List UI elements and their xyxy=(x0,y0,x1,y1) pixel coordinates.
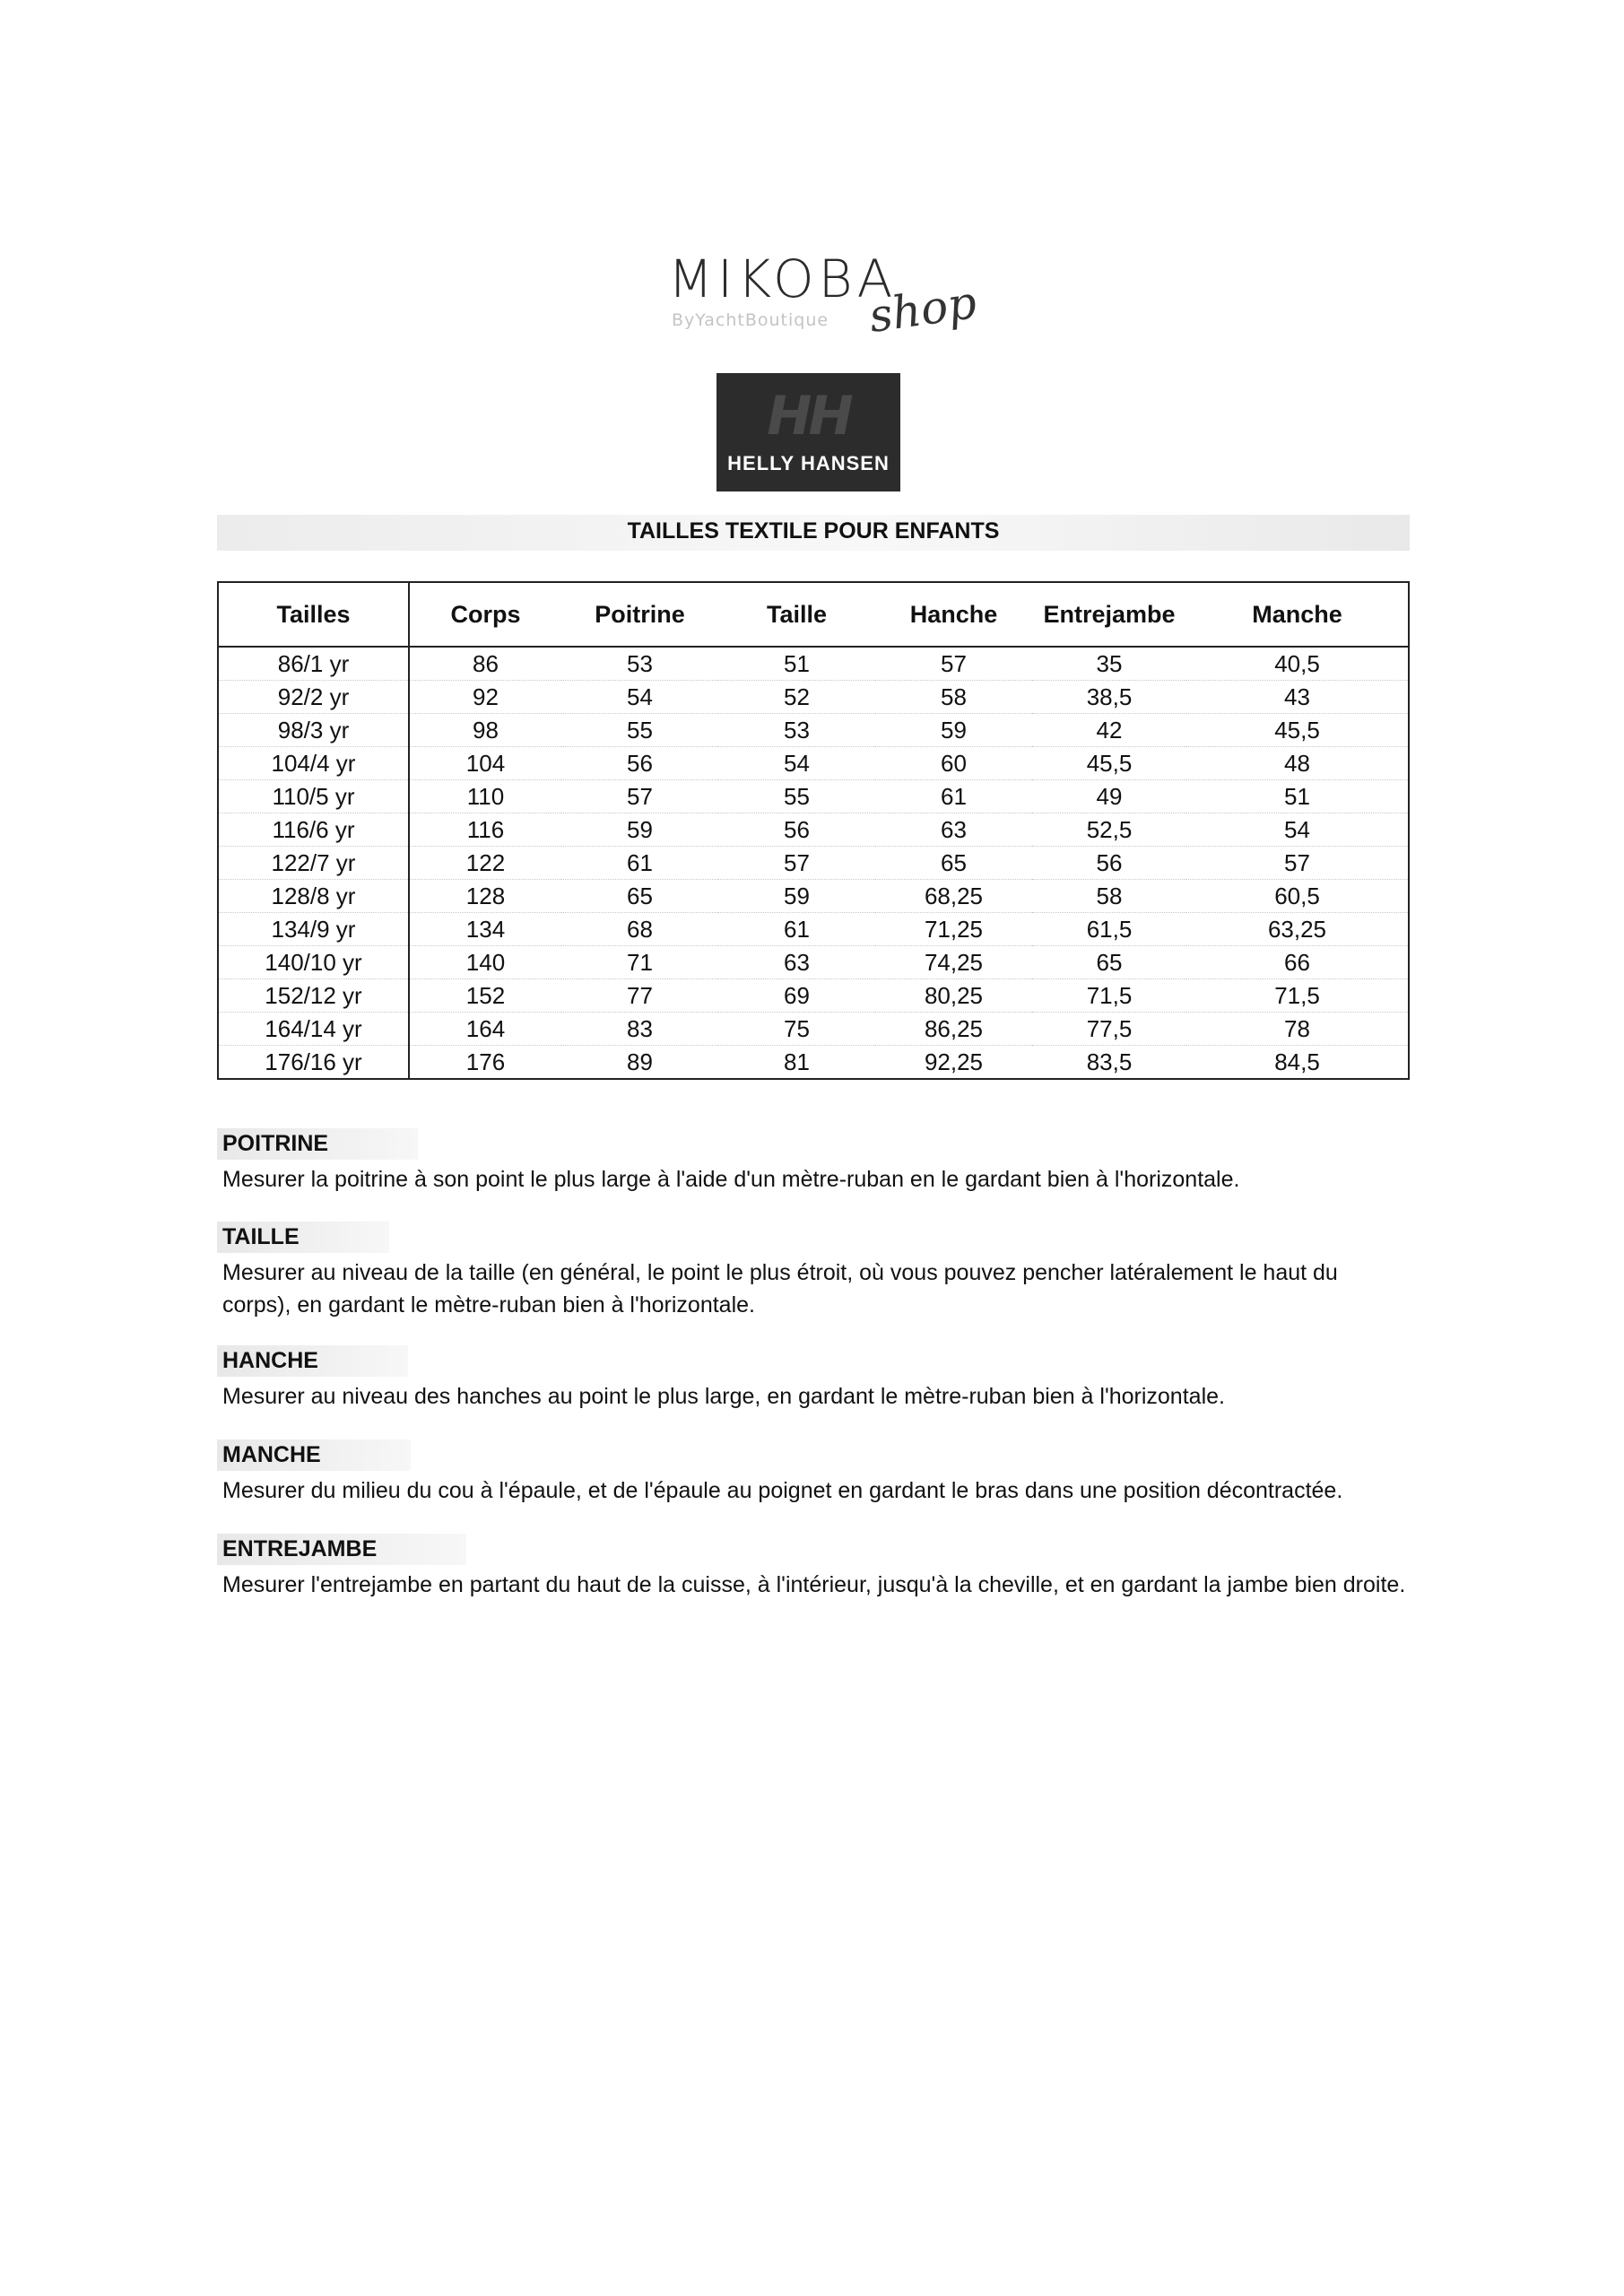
table-cell: 81 xyxy=(784,1048,810,1075)
table-cell: 58 xyxy=(875,681,1032,714)
table-cell: 92/2 yr xyxy=(218,681,409,714)
table-cell: 56 xyxy=(1032,847,1186,880)
table-cell: 164 xyxy=(409,1013,561,1046)
table-cell: 48 xyxy=(1186,747,1409,780)
table-cell: 57 xyxy=(1186,847,1409,880)
table-cell: 71 xyxy=(561,946,718,979)
table-cell: 66 xyxy=(1186,946,1409,979)
size-table xyxy=(217,581,1410,1080)
table-cell: 110 xyxy=(409,780,561,813)
table-cell: 56 xyxy=(718,813,875,847)
section-entrejambe xyxy=(217,1534,1490,1601)
section-text: Mesurer l'entrejambe en partant du haut de la cuisse, à l'intérieur, jusqu'à la cheville, et en gardant la jambe bien droite. xyxy=(222,1572,1406,1597)
table-cell: 110/5 yr xyxy=(218,780,409,813)
table-row xyxy=(218,847,1409,880)
table-cell: 61 xyxy=(561,847,718,880)
table-cell: 152 xyxy=(409,979,561,1013)
table-cell: 49 xyxy=(1032,780,1186,813)
section-text: Mesurer la poitrine à son point le plus large à l'aide d'un mètre-ruban en le gardant bien à l'horizontale. xyxy=(222,1167,1240,1192)
table-cell: 116/6 yr xyxy=(218,813,409,847)
table-cell: 86/1 yr xyxy=(218,647,409,681)
table-cell: 57 xyxy=(561,780,718,813)
section-hanche xyxy=(217,1345,1490,1413)
table-cell: 77 xyxy=(561,979,718,1013)
table-row xyxy=(218,813,1409,847)
helly-hansen-logo xyxy=(716,373,900,491)
table-cell: 71,5 xyxy=(1186,979,1409,1013)
hh-logo-text: HELLY HANSEN xyxy=(727,452,890,474)
table-cell: 61,5 xyxy=(1032,913,1186,946)
brand-name: MIKOBA xyxy=(668,248,898,309)
table-cell: 60 xyxy=(875,747,1032,780)
table-cell: 140/10 yr xyxy=(218,946,409,979)
table-cell: 54 xyxy=(718,747,875,780)
section-manche xyxy=(217,1439,1490,1507)
table-cell: 128 xyxy=(409,880,561,913)
section-title: TAILLE xyxy=(217,1222,389,1253)
table-cell: 60,5 xyxy=(1186,880,1409,913)
table-cell: 55 xyxy=(718,780,875,813)
table-cell: 42 xyxy=(1032,714,1186,747)
table-cell: 83,5 xyxy=(1086,1048,1133,1075)
table-cell: 51 xyxy=(718,647,875,681)
table-cell: 51 xyxy=(1186,780,1409,813)
table-cell: 71,25 xyxy=(875,913,1032,946)
table-cell: 61 xyxy=(875,780,1032,813)
section-text: Mesurer au niveau de la taille (en général, le point le plus étroit, où vous pouvez pencher latéralement le haut du corps), en gardant le mètre-ruban bien à l'horizontale. xyxy=(222,1260,1338,1318)
table-cell: 45,5 xyxy=(1032,747,1186,780)
table-cell: 92 xyxy=(409,681,561,714)
table-body xyxy=(218,647,1409,1079)
table-cell: 89 xyxy=(627,1048,653,1075)
section-title: HANCHE xyxy=(217,1345,408,1377)
table-cell: 176/16 yr xyxy=(218,1046,409,1080)
table-row xyxy=(218,681,1409,714)
col-entrejambe: Entrejambe xyxy=(1032,582,1186,647)
section-text: Mesurer du milieu du cou à l'épaule, et de l'épaule au poignet en gardant le bras dans une position décontractée. xyxy=(222,1478,1343,1503)
table-cell: 164/14 yr xyxy=(218,1013,409,1046)
table-cell: 59 xyxy=(875,714,1032,747)
table-cell: 152/12 yr xyxy=(218,979,409,1013)
table-cell: 176 xyxy=(465,1048,506,1075)
table-cell: 63 xyxy=(875,813,1032,847)
table-row xyxy=(218,880,1409,913)
table-cell: 53 xyxy=(561,647,718,681)
table-cell: 128/8 yr xyxy=(218,880,409,913)
col-hanche: Hanche xyxy=(875,582,1032,647)
col-poitrine: Poitrine xyxy=(561,582,718,647)
table-cell: 57 xyxy=(718,847,875,880)
table-row xyxy=(218,1046,1409,1080)
table-cell: 61 xyxy=(718,913,875,946)
table-cell: 68,25 xyxy=(875,880,1032,913)
table-cell: 59 xyxy=(718,880,875,913)
table-cell: 75 xyxy=(718,1013,875,1046)
table-header-row xyxy=(218,582,1409,647)
section-taille xyxy=(217,1222,1490,1321)
table-row xyxy=(218,946,1409,979)
table-cell: 86,25 xyxy=(875,1013,1032,1046)
table-cell: 77,5 xyxy=(1032,1013,1186,1046)
table-cell: 54 xyxy=(1186,813,1409,847)
table-row xyxy=(218,1013,1409,1046)
page-title: TAILLES TEXTILE POUR ENFANTS xyxy=(627,518,1000,544)
table-cell: 54 xyxy=(561,681,718,714)
col-tailles: Tailles xyxy=(218,582,409,647)
table-cell: 56 xyxy=(561,747,718,780)
section-title: MANCHE xyxy=(217,1439,411,1471)
section-title: POITRINE xyxy=(217,1128,418,1160)
table-row xyxy=(218,979,1409,1013)
section-title: ENTREJAMBE xyxy=(217,1534,466,1565)
table-cell: 40,5 xyxy=(1186,647,1409,681)
table-cell: 98 xyxy=(409,714,561,747)
table-cell: 45,5 xyxy=(1186,714,1409,747)
table-row xyxy=(218,747,1409,780)
table-row xyxy=(218,714,1409,747)
brand-subtitle: ByYachtBoutique xyxy=(672,310,829,330)
table-cell: 65 xyxy=(561,880,718,913)
table-cell: 80,25 xyxy=(875,979,1032,1013)
table-cell: 116 xyxy=(409,813,561,847)
table-cell: 83 xyxy=(561,1013,718,1046)
table-row xyxy=(218,647,1409,681)
table-cell: 58 xyxy=(1032,880,1186,913)
table-cell: 63 xyxy=(718,946,875,979)
table-cell: 69 xyxy=(718,979,875,1013)
table-cell: 122/7 yr xyxy=(218,847,409,880)
table-cell: 53 xyxy=(718,714,875,747)
hh-mark: HH xyxy=(767,385,850,448)
table-cell: 140 xyxy=(409,946,561,979)
mikoba-logo xyxy=(668,248,980,351)
table-cell: 78 xyxy=(1186,1013,1409,1046)
table-cell: 55 xyxy=(561,714,718,747)
table-cell: 104/4 yr xyxy=(218,747,409,780)
col-taille: Taille xyxy=(718,582,875,647)
table-cell: 52 xyxy=(718,681,875,714)
table-cell: 57 xyxy=(875,647,1032,681)
section-text: Mesurer au niveau des hanches au point le plus large, en gardant le mètre-ruban bien à l'horizontale. xyxy=(222,1384,1225,1409)
table-cell: 43 xyxy=(1186,681,1409,714)
table-cell: 59 xyxy=(561,813,718,847)
table-cell: 63,25 xyxy=(1186,913,1409,946)
table-cell: 65 xyxy=(1032,946,1186,979)
table-cell: 65 xyxy=(875,847,1032,880)
table-row xyxy=(218,913,1409,946)
col-manche: Manche xyxy=(1186,582,1409,647)
table-cell: 74,25 xyxy=(875,946,1032,979)
table-cell: 98/3 yr xyxy=(218,714,409,747)
table-cell: 86 xyxy=(409,647,561,681)
table-cell: 134/9 yr xyxy=(218,913,409,946)
table-cell: 71,5 xyxy=(1032,979,1186,1013)
table-cell: 104 xyxy=(409,747,561,780)
table-cell: 52,5 xyxy=(1032,813,1186,847)
table-cell: 92,25 xyxy=(924,1048,984,1075)
table-cell: 68 xyxy=(561,913,718,946)
section-poitrine xyxy=(217,1128,1490,1196)
table-cell: 134 xyxy=(409,913,561,946)
col-corps: Corps xyxy=(409,582,561,647)
table-cell: 35 xyxy=(1032,647,1186,681)
table-cell: 38,5 xyxy=(1032,681,1186,714)
brand-script: shop xyxy=(865,275,980,344)
table-cell: 122 xyxy=(409,847,561,880)
table-cell: 84,5 xyxy=(1274,1048,1320,1075)
table-row xyxy=(218,780,1409,813)
